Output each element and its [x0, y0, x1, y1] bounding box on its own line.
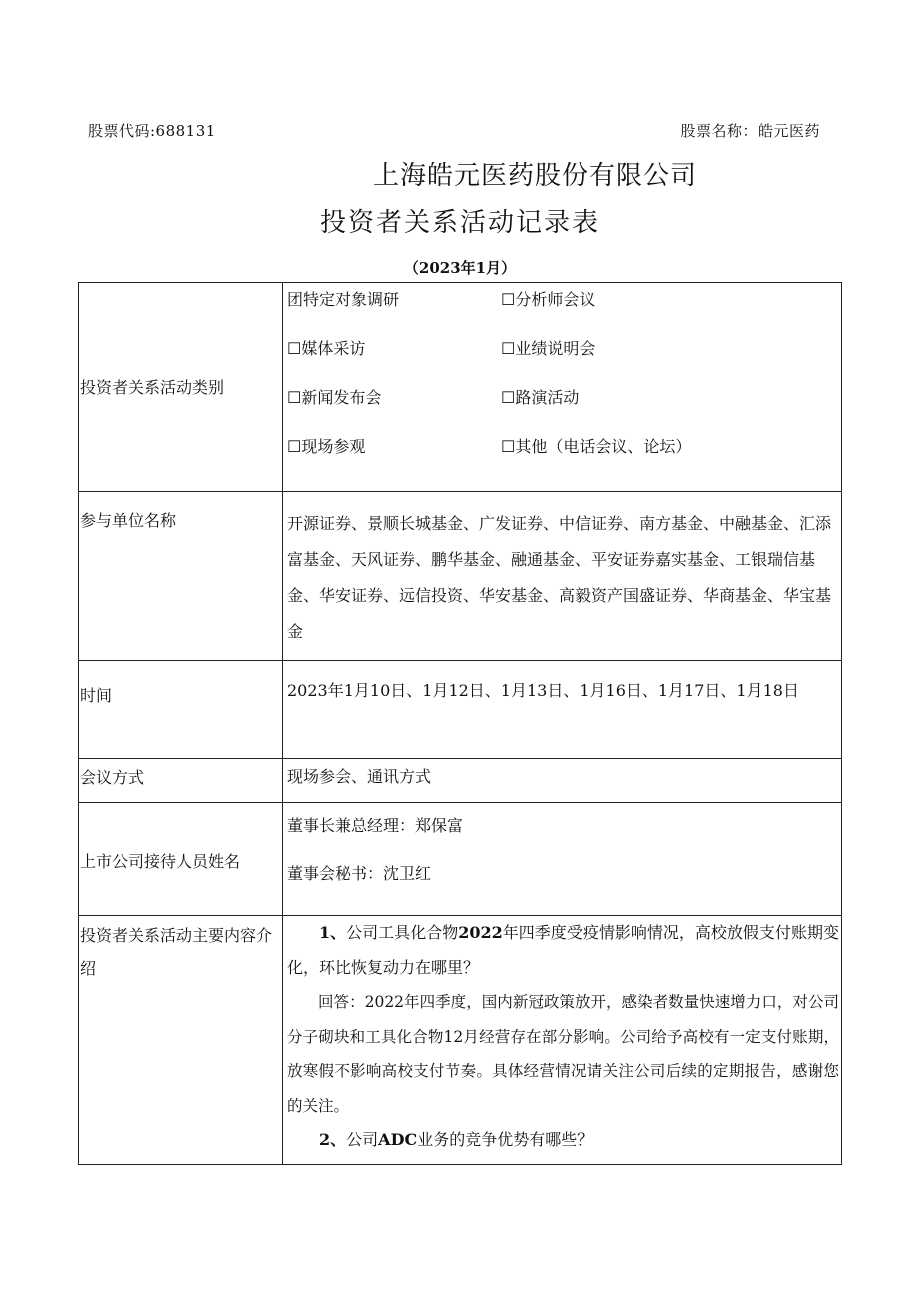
question-2-number: 2、: [319, 1130, 347, 1149]
row-time: [79, 661, 842, 759]
option-specific-research[interactable]: 团特定对象调研: [287, 290, 400, 309]
content-label: 投资者关系活动主要内容介绍: [80, 926, 273, 978]
stock-name: 股票名称：皓元医药: [680, 122, 820, 140]
activity-type-options-cell: [283, 283, 842, 492]
activity-type-label: 投资者关系活动类别: [80, 377, 225, 397]
meeting-mode-label: 会议方式: [80, 768, 145, 787]
row-reception: [79, 803, 842, 916]
question-2: [283, 1123, 841, 1158]
option-analyst-meeting[interactable]: ☐分析师会议: [501, 290, 596, 309]
meeting-mode-value: 现场参会、通讯方式: [287, 767, 432, 786]
form-date: （2023年1月）: [403, 259, 517, 277]
question-1: [283, 916, 841, 985]
company-name: 上海皓元医药股份有限公司: [372, 161, 697, 191]
option-press-conference[interactable]: ☐新闻发布会: [287, 388, 382, 407]
question-2-pre: 公司: [346, 1130, 379, 1149]
question-1-year: 2022: [458, 923, 503, 942]
reception-chairman: 董事长兼总经理：郑保富: [287, 816, 464, 835]
question-1-number: 1、: [319, 923, 347, 942]
question-2-post: 业务的竞争优势有哪些？: [417, 1130, 594, 1149]
stock-code: 股票代码:688131: [88, 122, 216, 140]
row-content: [79, 916, 842, 1165]
reception-label-cell: [79, 803, 283, 916]
question-1-pre: 公司工具化合物: [346, 923, 459, 942]
reception-label: 上市公司接待人员姓名: [80, 851, 241, 871]
answer-1: 回答：2022年四季度，国内新冠政策放开，感染者数量快速增力口，对公司分子砌块和工具化合物12月经营存在部分影响。公司给予高校有一定支付账期，放寒假不影响高校支付节奏。具体经营情况请关注公司后续的定期报告，感谢您的关注。: [287, 993, 839, 1115]
row-meeting-mode: [79, 759, 842, 803]
content-value-cell: [283, 916, 842, 1165]
row-participants: [79, 492, 842, 661]
participants-label: 参与单位名称: [80, 511, 177, 530]
question-1-post: 年四季度受疫情影响情况，高校放假支付账期变化，环比恢复动力在哪里？: [287, 923, 839, 977]
reception-secretary: 董事会秘书：沈卫红: [287, 864, 432, 883]
option-site-visit[interactable]: ☐现场参观: [287, 437, 366, 456]
time-label-cell: [79, 661, 283, 759]
reception-value-cell: [283, 803, 842, 916]
option-roadshow[interactable]: ☐路演活动: [501, 388, 580, 407]
content-label-cell: [79, 916, 283, 1165]
activity-type-options: [283, 283, 841, 484]
activity-type-label-cell: [79, 283, 283, 492]
meeting-mode-value-cell: [283, 759, 842, 803]
meeting-mode-label-cell: [79, 759, 283, 803]
row-activity-type: [79, 283, 842, 492]
participants-label-cell: [79, 492, 283, 661]
participants-value-cell: [283, 492, 842, 661]
option-media-interview[interactable]: ☐媒体采访: [287, 339, 366, 358]
option-other[interactable]: ☐其他（电话会议、论坛）: [501, 437, 692, 456]
time-value: 2023年1月10日、1月12日、1月13日、1月16日、1月17日、1月18日: [287, 681, 799, 700]
form-title: 投资者关系活动记录表: [319, 208, 600, 238]
question-2-bold: ADC: [378, 1130, 418, 1149]
option-earnings-briefing[interactable]: ☐业绩说明会: [501, 339, 596, 358]
record-table: [78, 282, 842, 1165]
time-label: 时间: [80, 686, 113, 705]
participants-value: 开源证券、景顺长城基金、广发证券、中信证券、南方基金、中融基金、汇添富基金、天风证券、鹏华基金、融通基金、平安证券嘉实基金、工银瑞信基金、华安证券、远信投资、华安基金、高毅资产国盛证券、华商基金、华宝基金: [287, 514, 832, 641]
time-value-cell: [283, 661, 842, 759]
